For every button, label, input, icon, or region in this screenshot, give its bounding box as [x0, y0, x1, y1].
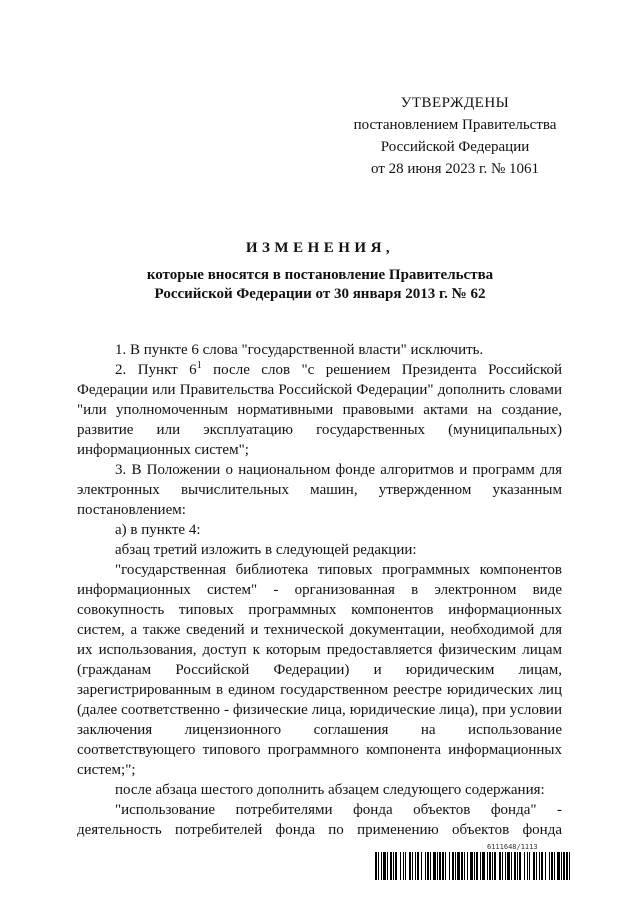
paragraph-1: 1. В пункте 6 слова "государственной власти" исключить. [115, 342, 484, 358]
barcode-bar [427, 852, 429, 880]
paragraph-2-rest: после слов "с решением Президента Российской Федерации или Правительства Российской Федерации" дополнить словами "или уполномоченным нормативными правовыми актами на создание, развитие или эксплуатацию государственных (муниципальных) информационных систем"; [77, 362, 562, 458]
barcode-bar [566, 852, 568, 880]
barcode-bar [507, 852, 510, 880]
barcode-bar [545, 852, 546, 880]
barcode-bar [400, 852, 401, 880]
paragraph-2-superscript: 1 [196, 360, 202, 371]
barcode-bar [480, 852, 481, 880]
document-subtitle [60, 266, 580, 304]
barcode-bar [395, 852, 397, 880]
approval-heading: УТВЕРЖДЕНЫ [400, 95, 510, 111]
barcode-bar [412, 852, 413, 880]
barcode-bar [455, 852, 456, 880]
barcode-bar [533, 852, 535, 880]
barcode-bar [375, 852, 377, 880]
barcode-bar [464, 852, 465, 880]
barcode-bar [445, 852, 446, 880]
barcode-bar [529, 852, 530, 880]
barcode-bar [421, 852, 422, 880]
barcode-bar [517, 852, 518, 880]
barcode-bar [430, 852, 431, 880]
barcode-bar [511, 852, 512, 880]
subtitle-line-1: которые вносятся в постановление Правительства [146, 267, 494, 283]
barcode-bar [474, 852, 475, 880]
paragraph-3: 3. В Положении о национальном фонде алгоритмов и программ для электронных вычислительных машин, утвержденном указанным постановлением: [77, 462, 562, 518]
paragraph-6: "государственная библиотека типовых программных компонентов информационных систем" - организованная в электронном виде совокупность типовых программных компонентов информационных систем, а также сведений и технической документации, необходимой для их использования, доступ к которым предоставляется физическим лицам (гражданам Российской Федерации) и юридическим лицам, зарегистрированным в едином государственном реестре юридических лиц (далее соответственно - физические лица, юридические лица), при условии заключения лицензионного соглашения на использование соответствующего типового программного компонента информационных систем;"; [77, 562, 562, 778]
document-body [77, 340, 562, 840]
barcode-bar [549, 852, 550, 880]
barcode-bar [405, 852, 406, 880]
barcode-bar [409, 852, 411, 880]
barcode-bar [381, 852, 382, 880]
barcode-bar [457, 852, 460, 880]
document-title: ИЗМЕНЕНИЯ, [245, 240, 395, 256]
barcode-bar [505, 852, 506, 880]
barcode-bar [467, 852, 468, 880]
barcode-bar [557, 852, 560, 880]
paragraph-5: абзац третий изложить в следующей редакции: [115, 542, 417, 558]
barcode-bar [482, 852, 485, 880]
barcode-bar [492, 852, 493, 880]
barcode-bar [487, 852, 488, 880]
barcode-bar [452, 852, 454, 880]
barcode-bar [387, 852, 388, 880]
barcode-bar [437, 852, 438, 880]
barcode-bar [433, 852, 436, 880]
barcode-bar [378, 852, 379, 880]
approval-line-2: Российской Федерации [380, 139, 530, 155]
approval-block [340, 92, 570, 180]
barcode-bar [393, 852, 394, 880]
barcode-bar [403, 852, 404, 880]
barcode-bar [539, 852, 540, 880]
barcode-bar [569, 852, 570, 880]
barcode-bar [502, 852, 503, 880]
barcode-bar [390, 852, 392, 880]
barcode-bar [541, 852, 543, 880]
paragraph-4: а) в пункте 4: [115, 522, 201, 538]
barcode-bar [383, 852, 386, 880]
barcode-bar [524, 852, 525, 880]
barcode-bar [514, 852, 516, 880]
barcode-bar [461, 852, 463, 880]
barcode-image [375, 852, 573, 880]
paragraph-7: после абзаца шестого дополнить абзацем следующего содержания: [115, 782, 545, 798]
barcode-bar [425, 852, 426, 880]
barcode-bar [551, 852, 553, 880]
barcode-bar [415, 852, 416, 880]
barcode-bar [536, 852, 537, 880]
barcode-bar [449, 852, 450, 880]
barcode-bar [476, 852, 478, 880]
barcode-number: 6111648/1113 [487, 843, 538, 851]
barcode-bar [489, 852, 491, 880]
paragraph-8: "использование потребителями фонда объектов фонда" - деятельность потребителей фонда по применению объектов фонда [77, 802, 562, 838]
barcode-bar [442, 852, 444, 880]
barcode-bar [561, 852, 562, 880]
barcode-bar [563, 852, 565, 880]
barcode-bar [554, 852, 555, 880]
subtitle-line-2: Российской Федерации от 30 января 2013 г. № 62 [154, 286, 486, 302]
paragraph-2 [77, 360, 562, 460]
barcode-bar [519, 852, 521, 880]
barcode-bar [470, 852, 473, 880]
approval-line-1: постановлением Правительства [353, 117, 557, 133]
barcode-bar [417, 852, 419, 880]
barcode-bar [499, 852, 501, 880]
barcode-bar [439, 852, 441, 880]
barcode-bar [527, 852, 528, 880]
approval-line-3: от 28 июня 2023 г. № 1061 [370, 161, 540, 177]
barcode-bar [494, 852, 496, 880]
paragraph-2-start: 2. Пункт 6 [115, 362, 197, 378]
